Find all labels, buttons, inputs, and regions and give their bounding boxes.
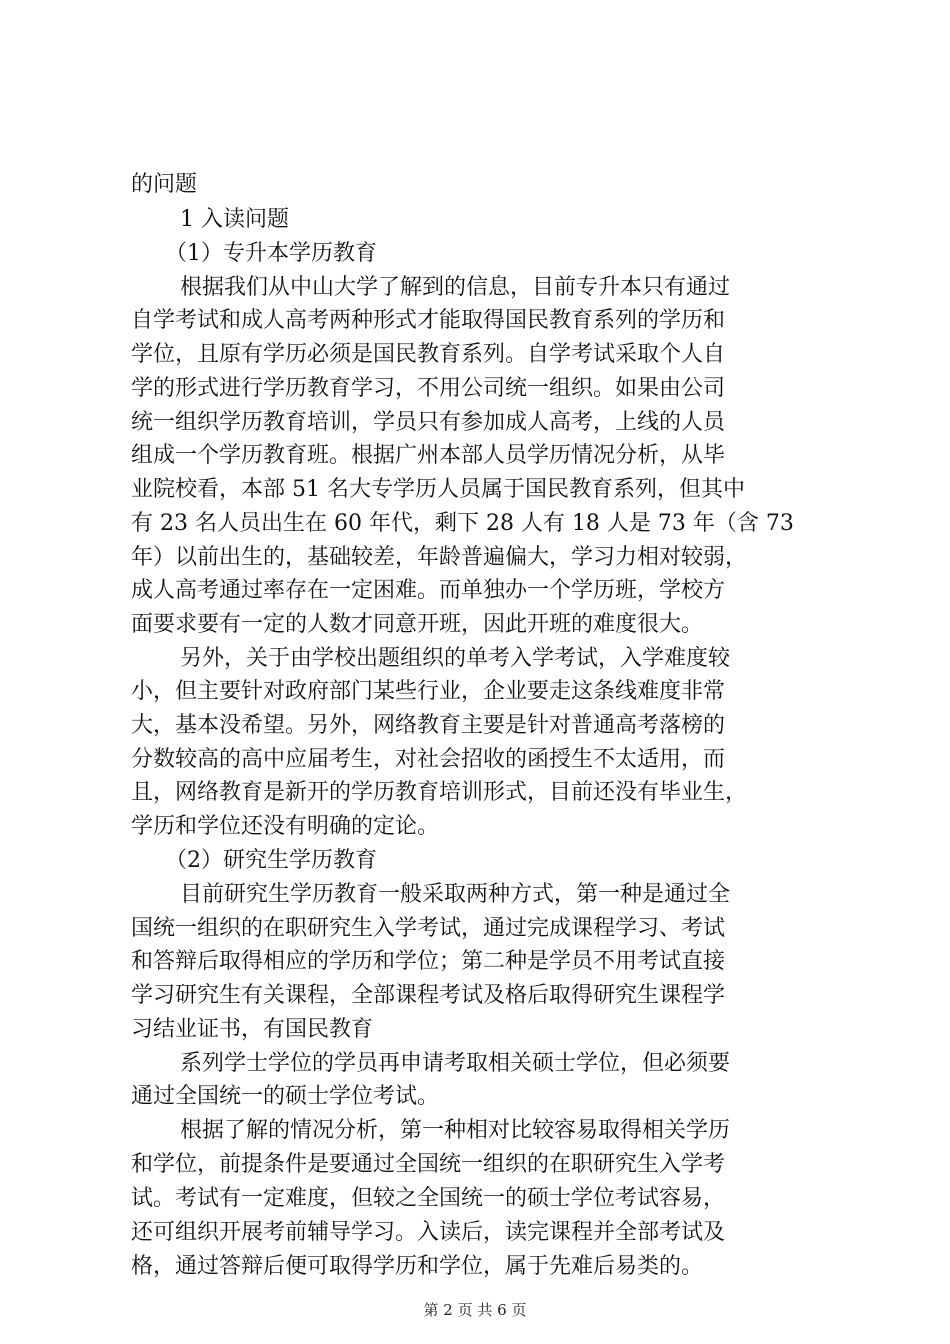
text-line: 通过全国统一的硕士学位考试。 bbox=[131, 1084, 440, 1109]
text-line: 面要求要有一定的人数才同意开班，因此开班的难度很大。 bbox=[131, 612, 704, 637]
page-number-footer: 第 2 页 共 6 页 bbox=[423, 1301, 527, 1319]
text-line: 格，通过答辩后便可取得学历和学位，属于先难后易类的。 bbox=[131, 1254, 704, 1279]
text-line: 学历和学位还没有明确的定论。 bbox=[131, 814, 440, 839]
text-line: 另外，关于由学校出题组织的单考入学考试，入学难度较 bbox=[180, 646, 731, 671]
text-line: 成人高考通过率存在一定困难。而单独办一个学历班，学校方 bbox=[131, 578, 726, 603]
subsection-heading: （2）研究生学历教育 bbox=[165, 848, 377, 873]
text-line: 系列学士学位的学员再申请考取相关硕士学位，但必须要 bbox=[180, 1051, 731, 1076]
text-line: 且，网络教育是新开的学历教育培训形式，目前还没有毕业生， bbox=[131, 780, 748, 805]
text-line: 学习研究生有关课程，全部课程考试及格后取得研究生课程学 bbox=[131, 983, 726, 1008]
subsection-heading: （1）专升本学历教育 bbox=[165, 241, 377, 266]
text-line: 年）以前出生的，基础较差，年龄普遍偏大，学习力相对较弱， bbox=[131, 545, 748, 570]
text-line: 还可组织开展考前辅导学习。入读后，读完课程并全部考试及 bbox=[131, 1220, 726, 1245]
text-line: 习结业证书，有国民教育 bbox=[131, 1017, 374, 1042]
text-line: 学的形式进行学历教育学习，不用公司统一组织。如果由公司 bbox=[131, 376, 726, 401]
text-line: 业院校看，本部 51 名大专学历人员属于国民教育系列，但其中 bbox=[131, 477, 745, 502]
text-line: 自学考试和成人高考两种形式才能取得国民教育系列的学历和 bbox=[131, 308, 726, 333]
text-line: 有 23 名人员出生在 60 年代，剩下 28 人有 18 人是 73 年（含 73 bbox=[131, 511, 794, 536]
text-line: 分数较高的高中应届考生，对社会招收的函授生不太适用，而 bbox=[131, 747, 726, 772]
text-line: 根据了解的情况分析，第一种相对比较容易取得相关学历 bbox=[180, 1118, 731, 1143]
text-line: 试。考试有一定难度，但较之全国统一的硕士学位考试容易， bbox=[131, 1186, 726, 1211]
text-line: 根据我们从中山大学了解到的信息，目前专升本只有通过 bbox=[180, 275, 731, 300]
text-line: 和答辩后取得相应的学历和学位；第二种是学员不用考试直接 bbox=[131, 949, 726, 974]
text-line: 小，但主要针对政府部门某些行业，企业要走这条线难度非常 bbox=[131, 679, 726, 704]
text-line: 的问题 bbox=[131, 172, 198, 197]
text-line: 统一组织学历教育培训，学员只有参加成人高考，上线的人员 bbox=[131, 410, 726, 435]
text-line: 和学位，前提条件是要通过全国统一组织的在职研究生入学考 bbox=[131, 1152, 726, 1177]
text-line: 学位，且原有学历必须是国民教育系列。自学考试采取个人自 bbox=[131, 342, 726, 367]
text-line: 大，基本没希望。另外，网络教育主要是针对普通高考落榜的 bbox=[131, 713, 726, 738]
section-heading: 1 入读问题 bbox=[180, 207, 289, 232]
text-line: 组成一个学历教育班。根据广州本部人员学历情况分析，从毕 bbox=[131, 443, 726, 468]
text-line: 国统一组织的在职研究生入学考试，通过完成课程学习、考试 bbox=[131, 916, 726, 941]
text-line: 目前研究生学历教育一般采取两种方式，第一种是通过全 bbox=[180, 882, 731, 907]
